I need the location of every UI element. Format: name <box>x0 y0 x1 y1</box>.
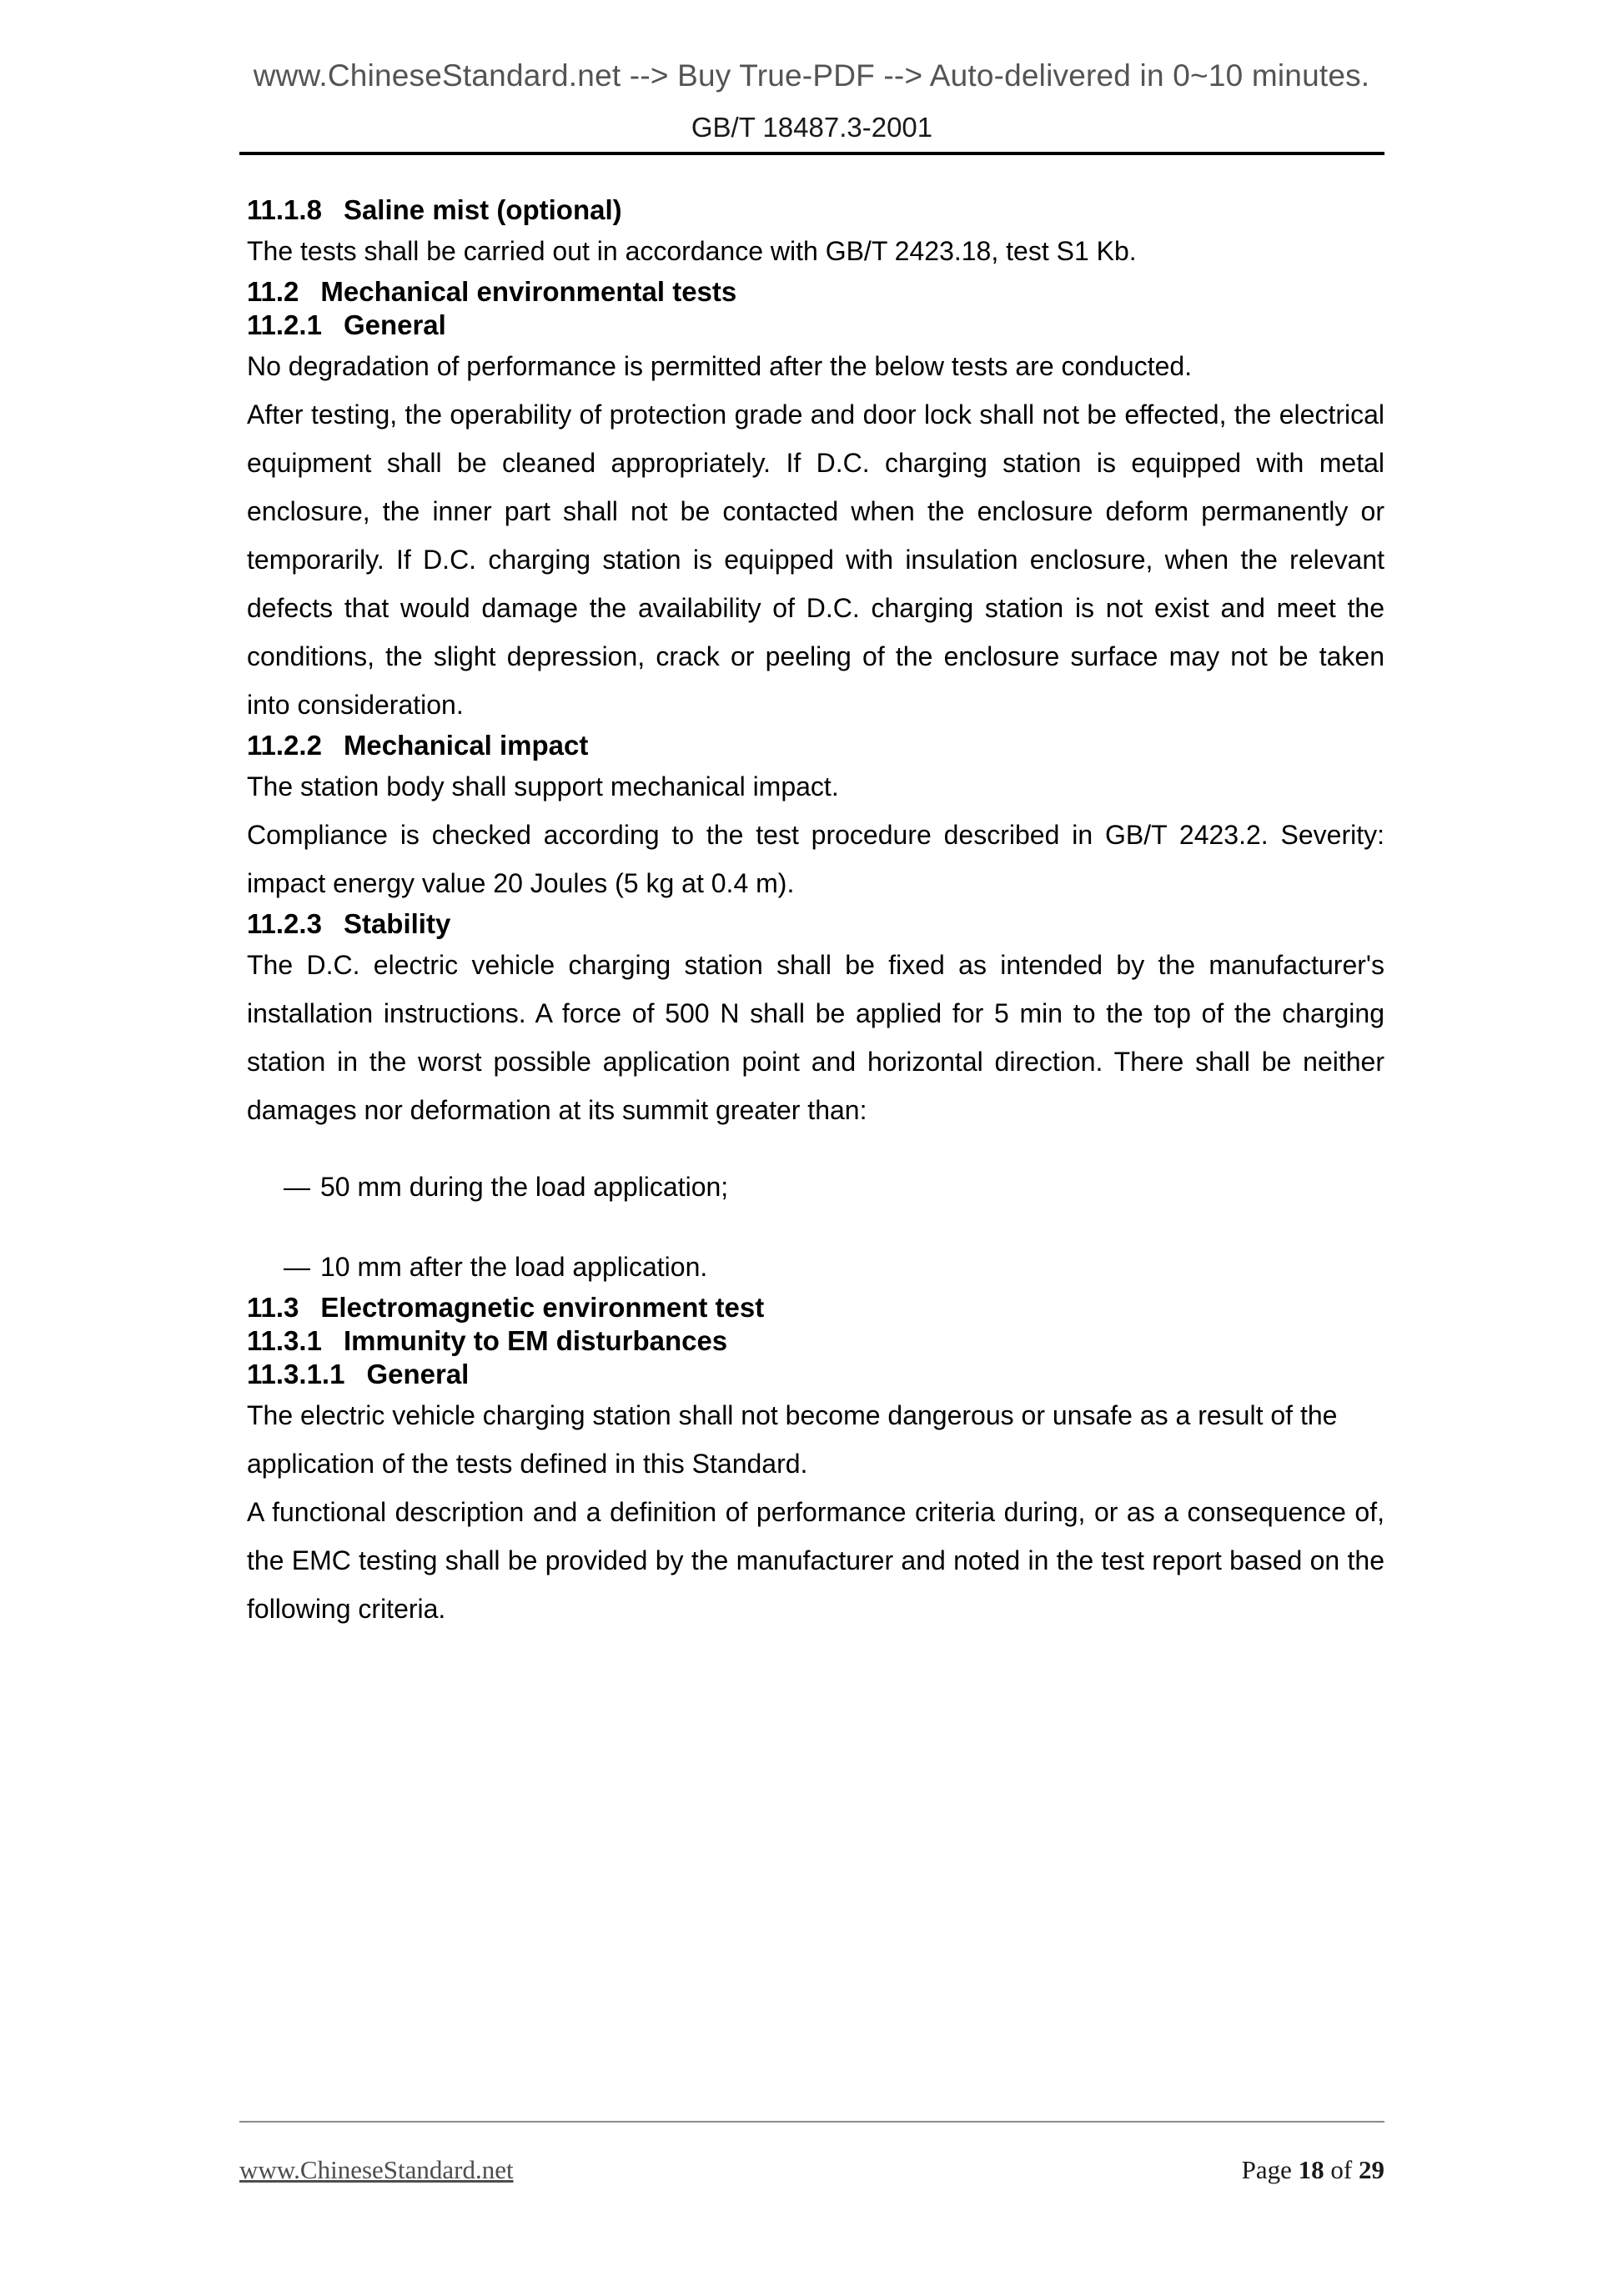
paragraph-11-2-2-b: Compliance is checked according to the test procedure described in GB/T 2423.2. Severity: impact energy value 20 Joules (5 kg at 0.4 m). <box>247 820 1384 898</box>
paragraph-11-2-1-b: After testing, the operability of protection grade and door lock shall not be effected, the electrical equipment shall be cleaned appropriately. If D.C. charging station is equipped with metal enclosure, the inner part shall not be contacted when the enclosure deform permanently or temporarily. If D.C. charging station is equipped with insulation enclosure, when the relevant defects that would damage the availability of D.C. charging station is not exist and meet the conditions, the slight depression, crack or peeling of the enclosure surface may not be taken into consideration. <box>247 399 1384 720</box>
page-current: 18 <box>1298 2155 1324 2184</box>
heading-11-3 <box>247 1291 1384 1324</box>
heading-number: 11.3.1.1 <box>247 1359 345 1389</box>
heading-number: 11.1.8 <box>247 194 322 225</box>
heading-11-2-2 <box>247 729 1384 762</box>
heading-title: Stability <box>343 908 451 939</box>
heading-number: 11.3 <box>247 1292 299 1323</box>
footer-divider <box>239 2121 1384 2123</box>
paragraph-11-2-1-a: No degradation of performance is permitted after the below tests are conducted. <box>247 351 1193 381</box>
page-total: 29 <box>1359 2155 1384 2184</box>
running-head-standard-number: GB/T 18487.3-2001 <box>691 112 933 143</box>
heading-title: Saline mist (optional) <box>343 194 622 225</box>
promo-banner-text: www.ChineseStandard.net --> Buy True-PDF --> Auto-delivered in 0~10 minutes. <box>253 58 1370 93</box>
heading-number: 11.2.2 <box>247 730 322 761</box>
paragraph-11-1-8: The tests shall be carried out in accordance with GB/T 2423.18, test S1 Kb. <box>247 236 1137 266</box>
heading-11-3-1-1 <box>247 1358 1384 1391</box>
heading-title: Immunity to EM disturbances <box>343 1325 728 1356</box>
document-body <box>247 193 1384 1633</box>
heading-number: 11.2.3 <box>247 908 322 939</box>
heading-title: Mechanical environmental tests <box>320 276 737 307</box>
list-item-label: 10 mm after the load application. <box>320 1252 708 1282</box>
page-footer <box>239 2155 1384 2195</box>
list-item-label: 50 mm during the load application; <box>320 1172 729 1202</box>
heading-title: General <box>366 1359 470 1389</box>
list-item <box>247 1163 1384 1211</box>
heading-11-2-1 <box>247 309 1384 342</box>
page-number-indicator <box>1242 2155 1384 2185</box>
page-label: Page <box>1241 2155 1292 2184</box>
heading-11-2 <box>247 275 1384 309</box>
deformation-limits-list <box>247 1163 1384 1291</box>
footer-site-link[interactable]: www.ChineseStandard.net <box>239 2155 514 2184</box>
heading-11-3-1 <box>247 1324 1384 1358</box>
heading-title: Mechanical impact <box>343 730 589 761</box>
header-divider <box>239 152 1384 155</box>
heading-number: 11.2 <box>247 276 299 307</box>
heading-number: 11.2.1 <box>247 309 322 340</box>
paragraph-11-3-1-1-a: The electric vehicle charging station shall not become dangerous or unsafe as a result of the application of the tests defined in this Standard. <box>247 1400 1338 1479</box>
paragraph-11-2-3: The D.C. electric vehicle charging station shall be fixed as intended by the manufacturer's installation instructions. A force of 500 N shall be applied for 5 min to the top of the charging station in the worst possible application point and horizontal direction. There shall be neither damages nor deformation at its summit greater than: <box>247 950 1384 1125</box>
heading-number: 11.3.1 <box>247 1325 322 1356</box>
page-of-label: of <box>1330 2155 1353 2184</box>
paragraph-11-2-2-a: The station body shall support mechanical impact. <box>247 771 839 801</box>
list-item <box>247 1243 1384 1291</box>
heading-11-1-8 <box>247 193 1384 227</box>
em-dash-icon: — <box>284 1172 310 1202</box>
em-dash-icon: — <box>284 1252 310 1282</box>
heading-title: General <box>343 309 446 340</box>
paragraph-11-3-1-1-b: A functional description and a definition of performance criteria during, or as a consequence of, the EMC testing shall be provided by the manufacturer and noted in the test report based on the following criteria. <box>247 1497 1384 1624</box>
heading-title: Electromagnetic environment test <box>320 1292 765 1323</box>
heading-11-2-3 <box>247 907 1384 941</box>
